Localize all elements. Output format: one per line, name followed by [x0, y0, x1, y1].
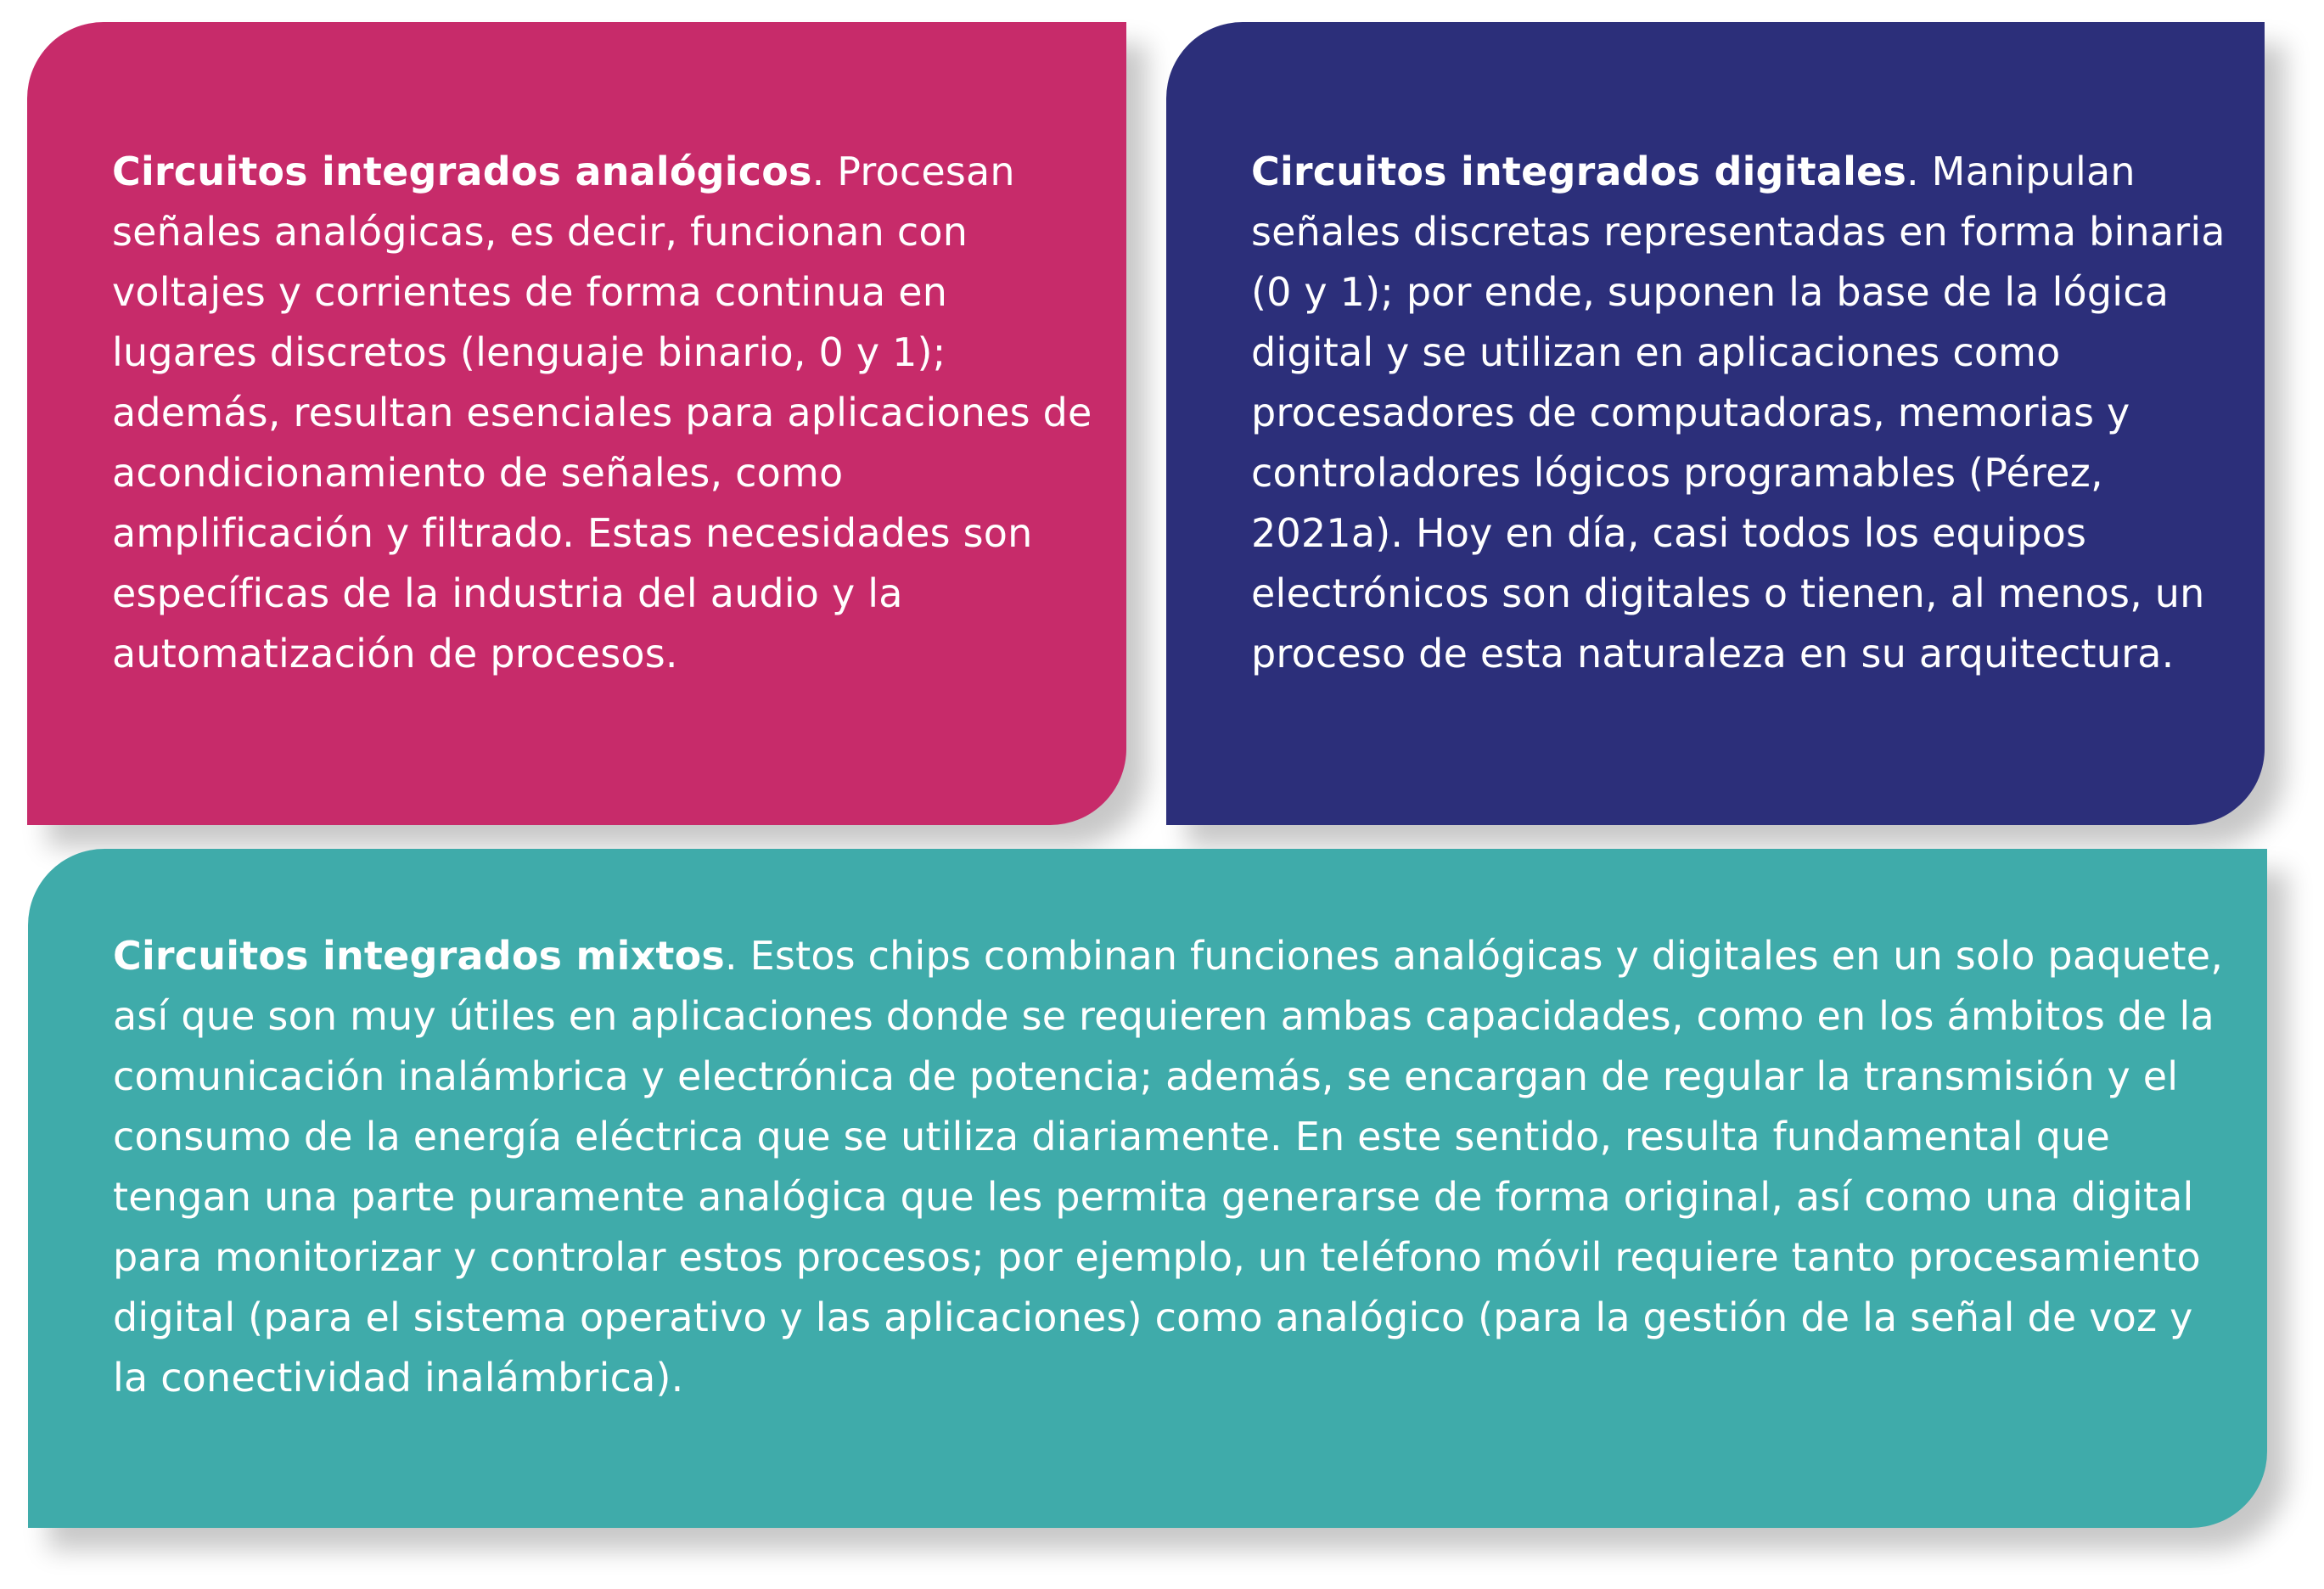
analog-circuits-card [27, 22, 1126, 825]
mixed-circuits-text [113, 926, 2225, 1408]
analog-circuits-text [112, 142, 1092, 684]
analog-circuits-title: Circuitos integrados analógicos [112, 149, 812, 194]
mixed-circuits-title: Circuitos integrados mixtos [113, 933, 726, 979]
digital-circuits-title: Circuitos integrados digitales [1251, 149, 1907, 194]
digital-circuits-card [1166, 22, 2265, 825]
analog-circuits-body: . Procesan señales analógicas, es decir, funcionan con voltajes y corrientes de forma continua en lugares discretos (lenguaje binario, 0 y 1); además, resultan esenciales para aplicaciones de acondicionamiento de señales, como amplificación y filtrado. Estas necesidades son específicas de la industria del audio y la automatización de procesos. [112, 149, 1092, 677]
digital-circuits-body: . Manipulan señales discretas representadas en forma binaria (0 y 1); por ende, suponen la base de la lógica digital y se utilizan en aplicaciones como procesadores de computadoras, memorias y controladores lógicos programables (Pérez, 2021a). Hoy en día, casi todos los equipos electrónicos son digitales o tienen, al menos, un proceso de esta naturaleza en su arquitectura. [1251, 149, 2226, 677]
mixed-circuits-body: . Estos chips combinan funciones analógicas y digitales en un solo paquete, así que son muy útiles en aplicaciones donde se requieren ambas capacidades, como en los ámbitos de la comunicación inalámbrica y electrónica de potencia; además, se encargan de regular la transmisión y el consumo de la energía eléctrica que se utiliza diariamente. En este sentido, resulta fundamental que tengan una parte puramente analógica que les permita generarse de forma original, así como una digital para monitorizar y controlar estos procesos; por ejemplo, un teléfono móvil requiere tanto procesamiento digital (para el sistema operativo y las aplicaciones) como analógico (para la gestión de la señal de voz y la conectividad inalámbrica). [113, 933, 2224, 1401]
digital-circuits-text [1251, 142, 2231, 684]
mixed-circuits-card [28, 849, 2267, 1528]
